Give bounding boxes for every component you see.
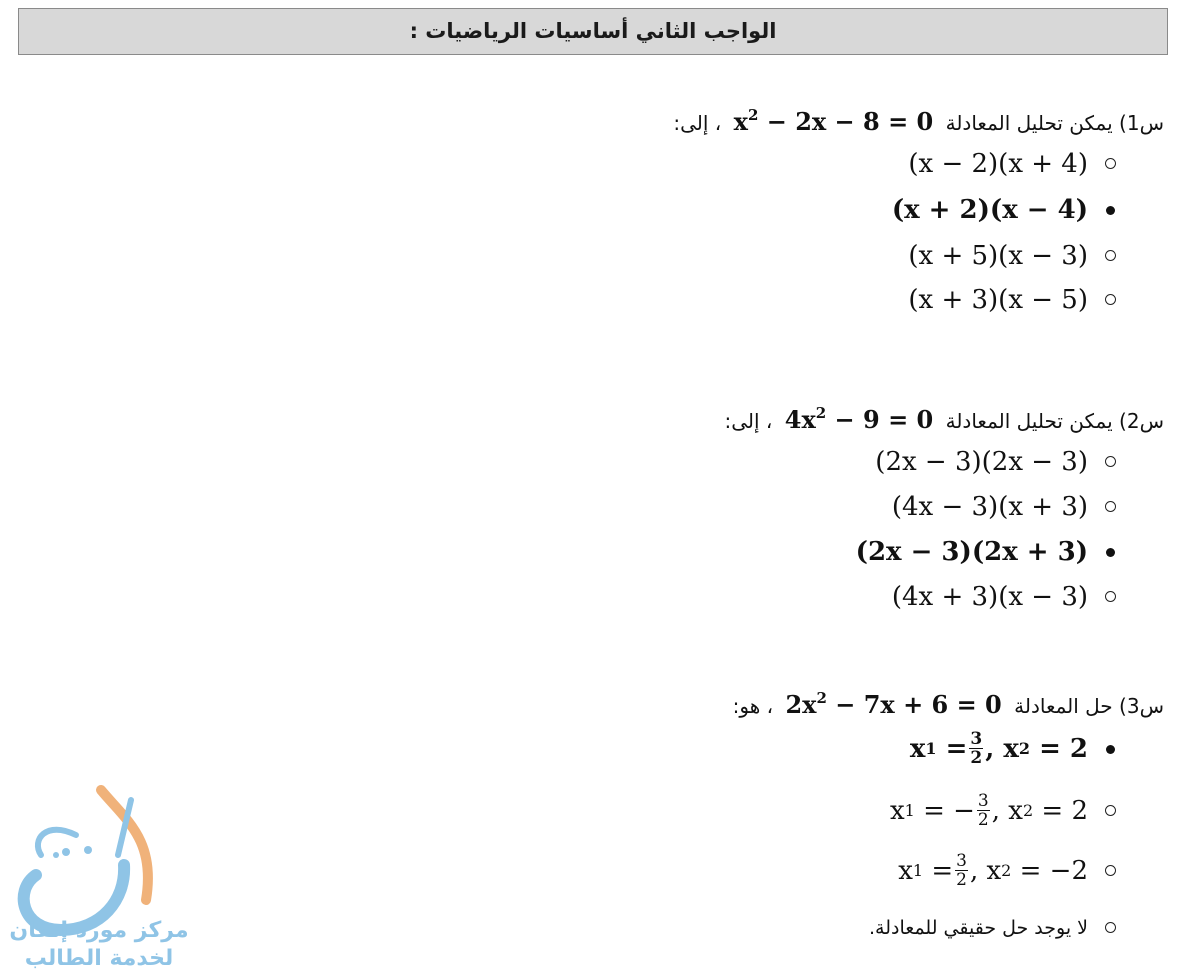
q1-option-c-text: (x + 5)(x − 3) xyxy=(908,241,1088,271)
q3-option-b-x1-sub: 1 xyxy=(904,800,915,820)
question-1-prefix: س1) يمكن تحليل المعادلة xyxy=(945,111,1164,135)
q2-option-d[interactable] xyxy=(892,579,1118,615)
radio-empty-icon xyxy=(1102,444,1118,480)
q3-option-a-x2-value: = 2 xyxy=(1039,733,1088,764)
q3-option-a-x1-sign: = xyxy=(945,733,968,764)
q1-option-c[interactable] xyxy=(908,238,1118,274)
fraction-numerator: 3 xyxy=(977,791,989,811)
question-2-equation: $4x^2 - 9 = 0$ xyxy=(784,404,934,434)
question-2-stem xyxy=(725,398,1164,436)
q3-option-d-text: لا يوجد حل حقيقي للمعادلة. xyxy=(869,917,1088,939)
q3-option-c-x2-value: = −2 xyxy=(1019,855,1088,886)
q3-option-b-x2-value: = 2 xyxy=(1041,795,1088,826)
q1-option-a[interactable] xyxy=(908,146,1118,182)
q3-option-d[interactable] xyxy=(869,910,1118,946)
q1-option-b-text: (x + 2)(x − 4) xyxy=(891,195,1088,225)
page-title: الواجب الثاني أساسيات الرياضيات : xyxy=(18,8,1168,55)
radio-empty-icon xyxy=(1102,853,1118,889)
q2-option-d-text: (4x + 3)(x − 3) xyxy=(891,582,1088,612)
radio-empty-icon xyxy=(1102,282,1118,318)
q3-option-a[interactable]: x 1 = $\frac{3}{2}$ , x 2 = 2 xyxy=(910,730,1118,767)
q3-option-c-x1-sub: 1 xyxy=(912,860,924,880)
q2-option-a[interactable] xyxy=(875,444,1118,480)
question-1-suffix: ، إلى: xyxy=(673,111,722,135)
radio-empty-icon xyxy=(1102,910,1118,946)
question-2-suffix: ، إلى: xyxy=(724,409,773,433)
question-2-prefix: س2) يمكن تحليل المعادلة xyxy=(945,409,1164,433)
q1-option-d-text: (x + 3)(x − 5) xyxy=(908,285,1088,315)
q3-option-c[interactable]: x 1 = $\frac{3}{2}$ , x 2 = −2 xyxy=(898,852,1118,889)
q3-option-b-x1-sign: = − xyxy=(923,795,975,826)
logo-text-line1: مركز مورد إتقان xyxy=(9,918,189,943)
question-1-equation: $x^2 - 2x - 8 = 0$ xyxy=(733,106,934,136)
q3-option-b[interactable]: x 1 = − $\frac{3}{2}$ , x 2 = 2 xyxy=(890,792,1118,829)
q3-option-b-x2-sub: 2 xyxy=(1022,800,1034,820)
q3-option-b-x1-label: x xyxy=(889,795,905,826)
q1-option-b[interactable] xyxy=(892,192,1118,228)
question-3-prefix: س3) حل المعادلة xyxy=(1014,694,1164,718)
fraction-numerator: 3 xyxy=(956,851,967,871)
q2-option-c[interactable] xyxy=(856,534,1118,570)
q3-option-a-x2-sub: 2 xyxy=(1018,738,1030,758)
radio-empty-icon xyxy=(1102,238,1118,274)
q1-option-d[interactable] xyxy=(908,282,1118,318)
question-3-suffix: ، هو: xyxy=(732,694,774,718)
q3-option-a-x1-sub: 1 xyxy=(925,738,937,758)
question-3-equation: $2x^2 - 7x + 6 = 0$ xyxy=(785,689,1002,719)
radio-empty-icon xyxy=(1102,793,1118,829)
q2-option-c-text: (2x − 3)(2x + 3) xyxy=(855,537,1088,567)
q3-option-a-x1-label: x xyxy=(909,733,926,764)
radio-empty-icon xyxy=(1102,579,1118,615)
fraction-denominator: 2 xyxy=(970,748,983,768)
q3-option-c-x1-sign: = xyxy=(931,855,954,886)
fraction-denominator: 2 xyxy=(956,870,967,890)
question-1-stem xyxy=(673,100,1164,138)
q3-option-c-x2-sub: 2 xyxy=(1001,860,1012,880)
question-3-stem xyxy=(733,683,1164,721)
radio-selected-icon xyxy=(1102,731,1118,767)
fraction-numerator: 3 xyxy=(970,729,983,749)
q2-option-a-text: (2x − 3)(2x − 3) xyxy=(875,447,1088,477)
q3-option-a-x2-label: x xyxy=(1003,733,1019,764)
radio-selected-icon xyxy=(1102,534,1118,570)
q1-option-a-text: (x − 2)(x + 4) xyxy=(908,149,1088,179)
radio-selected-icon xyxy=(1102,192,1118,228)
radio-empty-icon xyxy=(1102,489,1118,525)
fraction xyxy=(969,730,983,767)
radio-empty-icon xyxy=(1102,146,1118,182)
q2-option-b-text: (4x − 3)(x + 3) xyxy=(891,492,1088,522)
q3-option-c-x2-label: x xyxy=(986,855,1002,886)
q2-option-b[interactable] xyxy=(892,489,1118,525)
fraction-denominator: 2 xyxy=(977,810,989,830)
q3-option-c-x1-label: x xyxy=(898,855,913,886)
logo-text-line2: لخدمة الطالب xyxy=(24,946,174,971)
fraction xyxy=(955,852,968,889)
q3-option-b-x2-label: x xyxy=(1008,795,1023,826)
fraction xyxy=(977,792,990,829)
